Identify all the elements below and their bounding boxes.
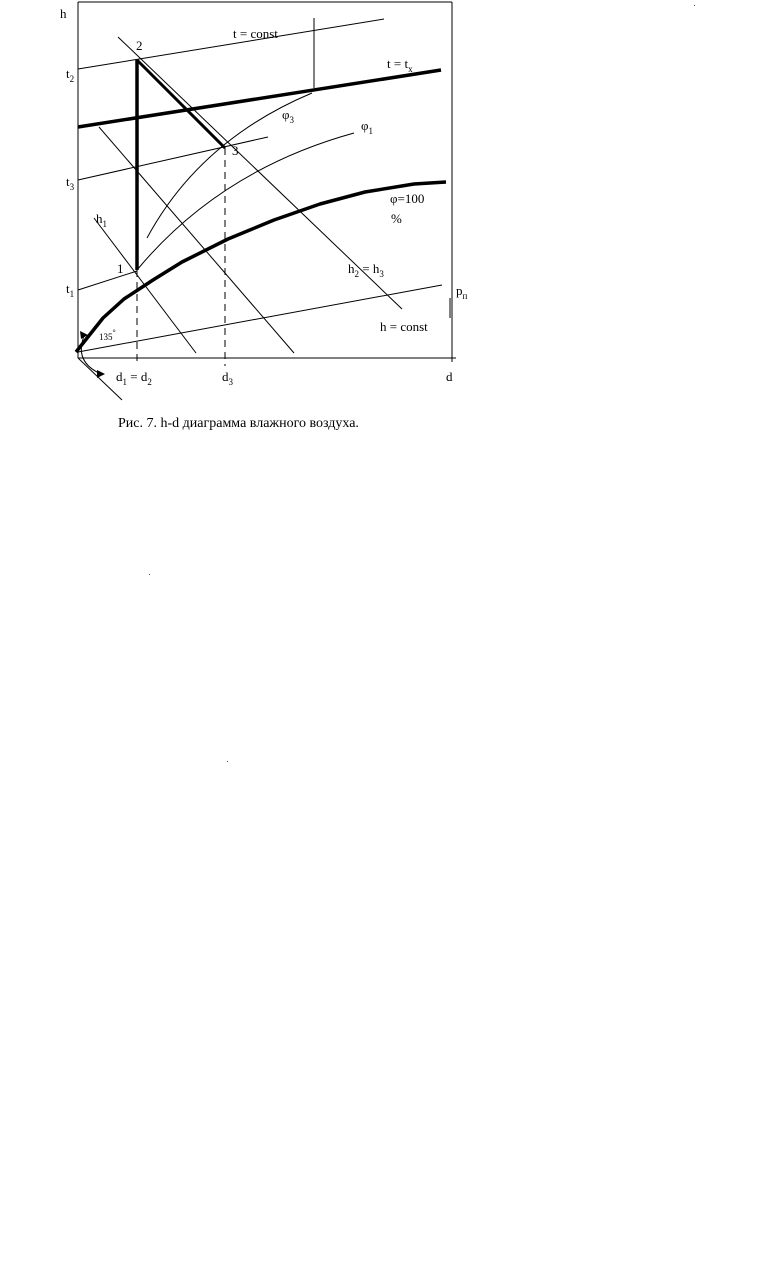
angle-label: 135° bbox=[99, 328, 116, 342]
phi100-label: φ=100 bbox=[390, 191, 425, 206]
t-const-label: t = const bbox=[233, 26, 278, 41]
t-x-label: $t = t_x$ bbox=[387, 56, 413, 74]
humidification-process-2-3 bbox=[137, 60, 225, 148]
phi100-percent-label: % bbox=[391, 211, 402, 226]
d1-d2-label: $d_1$ $^{= d}_2$ bbox=[116, 369, 152, 387]
angle-arrowhead-bottom bbox=[97, 370, 105, 378]
h-const-label: h = const bbox=[380, 319, 428, 334]
t3-label: $t_3$ bbox=[66, 174, 75, 192]
t1-label: $t_1$ bbox=[66, 281, 75, 299]
scan-speck bbox=[227, 761, 228, 762]
point-3-label: 3 bbox=[232, 143, 239, 158]
enthalpy-line-mid bbox=[99, 127, 294, 353]
phi1-label: $\varphi_1$ bbox=[361, 118, 374, 136]
isotherm-t1 bbox=[78, 271, 137, 290]
h2-h3-label: $h_2$ $^{= h}_3$ bbox=[348, 261, 384, 279]
scan-speck bbox=[694, 5, 695, 6]
isotherm-t2 bbox=[78, 19, 384, 69]
phi3-label: $\varphi_3$ bbox=[282, 107, 295, 125]
scan-speck bbox=[149, 574, 150, 575]
isotherm-t3 bbox=[78, 137, 268, 180]
partial-pressure-label: $p_п$ bbox=[456, 283, 468, 301]
t2-label: $t_2$ bbox=[66, 66, 75, 84]
figure-caption: Рис. 7. h-d диаграмма влажного воздуха. bbox=[118, 416, 359, 431]
d-axis-label: d bbox=[446, 369, 453, 384]
hd-diagram bbox=[0, 0, 767, 450]
point-1-label: 1 bbox=[117, 261, 124, 276]
point-2-label: 2 bbox=[136, 38, 143, 53]
h1-label: $h_1$ bbox=[96, 211, 107, 229]
h-axis-label: h bbox=[60, 6, 67, 21]
d3-label: $d_3$ bbox=[222, 369, 233, 387]
isotherm-tx bbox=[78, 70, 441, 127]
